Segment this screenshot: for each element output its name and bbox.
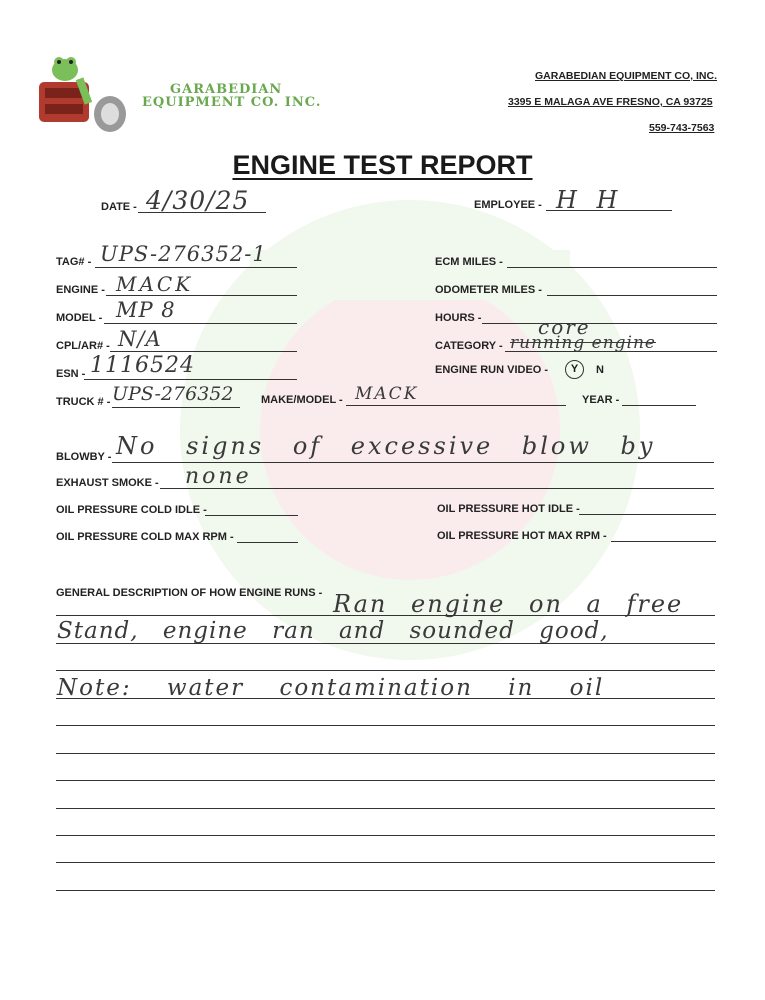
oil-hot-idle-line bbox=[579, 514, 716, 515]
model-value: MP 8 bbox=[116, 298, 176, 322]
general-description-label: GENERAL DESCRIPTION OF HOW ENGINE RUNS - bbox=[56, 587, 323, 599]
model-label: MODEL - bbox=[56, 312, 103, 324]
video-yes-option[interactable]: Y bbox=[565, 360, 584, 379]
truck-label: TRUCK # - bbox=[56, 396, 111, 408]
make-model-line bbox=[346, 405, 566, 406]
oil-cold-idle-label: OIL PRESSURE COLD IDLE - bbox=[56, 504, 207, 516]
year-line bbox=[622, 405, 696, 406]
oil-cold-max-line bbox=[237, 542, 298, 543]
date-value: 4/30/25 bbox=[146, 186, 250, 215]
oil-cold-idle-line bbox=[205, 515, 298, 516]
oil-hot-max-line bbox=[611, 541, 716, 542]
logo-company-name-line2: EQUIPMENT CO. INC. bbox=[142, 95, 322, 110]
description-rule bbox=[56, 780, 715, 781]
tag-line bbox=[95, 267, 297, 268]
make-model-value: MACK bbox=[355, 384, 419, 404]
engine-run-video-label: ENGINE RUN VIDEO - bbox=[435, 364, 549, 376]
date-label: DATE - bbox=[101, 201, 137, 213]
hours-label: HOURS - bbox=[435, 312, 482, 324]
description-rule bbox=[56, 835, 715, 836]
oil-cold-max-label: OIL PRESSURE COLD MAX RPM - bbox=[56, 531, 234, 543]
company-address: 3395 E MALAGA AVE FRESNO, CA 93725 bbox=[508, 96, 713, 108]
description-rule bbox=[56, 890, 715, 891]
hours-line bbox=[482, 323, 717, 324]
tag-label: TAG# - bbox=[56, 256, 92, 268]
report-title: ENGINE TEST REPORT bbox=[232, 150, 533, 180]
description-rule bbox=[56, 808, 715, 809]
employee-value: H H bbox=[556, 186, 624, 214]
cpl-line bbox=[110, 351, 297, 352]
category-struck-value: running engine bbox=[510, 333, 656, 353]
category-label: CATEGORY - bbox=[435, 340, 503, 352]
oil-hot-idle-label: OIL PRESSURE HOT IDLE - bbox=[437, 503, 580, 515]
description-line-3: Note: water contamination in oil bbox=[57, 675, 605, 701]
description-rule bbox=[56, 753, 715, 754]
esn-label: ESN - bbox=[56, 368, 86, 380]
cpl-label: CPL/AR# - bbox=[56, 340, 110, 352]
ecm-miles-label: ECM MILES - bbox=[435, 256, 503, 268]
blowby-value: No signs of excessive blow by bbox=[116, 432, 656, 460]
esn-line bbox=[84, 379, 297, 380]
logo-company-name-line1: GARABEDIAN bbox=[170, 82, 283, 97]
description-line-1: Ran engine on a free bbox=[333, 590, 684, 618]
blowby-line bbox=[112, 462, 714, 463]
description-rule bbox=[56, 698, 715, 699]
description-rule bbox=[56, 725, 715, 726]
description-rule bbox=[56, 670, 715, 671]
blowby-label: BLOWBY - bbox=[56, 451, 112, 463]
description-rule bbox=[56, 643, 715, 644]
odometer-miles-line bbox=[547, 295, 717, 296]
company-phone: 559-743-7563 bbox=[649, 122, 715, 134]
truck-line bbox=[112, 407, 240, 408]
engine-value: MACK bbox=[116, 272, 194, 296]
year-label: YEAR - bbox=[582, 394, 620, 406]
company-name: GARABEDIAN EQUIPMENT CO, INC. bbox=[535, 70, 718, 82]
exhaust-smoke-value: none bbox=[185, 464, 252, 489]
description-rule bbox=[56, 862, 715, 863]
model-line bbox=[104, 323, 297, 324]
odometer-miles-label: ODOMETER MILES - bbox=[435, 284, 542, 296]
esn-value: 1116524 bbox=[90, 353, 195, 378]
frog-engine-logo bbox=[35, 52, 130, 138]
employee-label: EMPLOYEE - bbox=[474, 199, 542, 211]
video-no-option[interactable]: N bbox=[596, 364, 604, 376]
description-line-2: Stand, engine ran and sounded good, bbox=[57, 618, 609, 644]
category-core-value: core bbox=[538, 315, 591, 339]
tag-value: UPS-276352-1 bbox=[100, 242, 267, 266]
truck-value: UPS-276352 bbox=[112, 383, 234, 405]
make-model-label: MAKE/MODEL - bbox=[261, 394, 343, 406]
description-rule bbox=[56, 615, 715, 616]
exhaust-smoke-label: EXHAUST SMOKE - bbox=[56, 477, 159, 489]
engine-label: ENGINE - bbox=[56, 284, 105, 296]
oil-hot-max-label: OIL PRESSURE HOT MAX RPM - bbox=[437, 530, 607, 542]
ecm-miles-line bbox=[507, 267, 717, 268]
cpl-value: N/A bbox=[118, 327, 162, 351]
